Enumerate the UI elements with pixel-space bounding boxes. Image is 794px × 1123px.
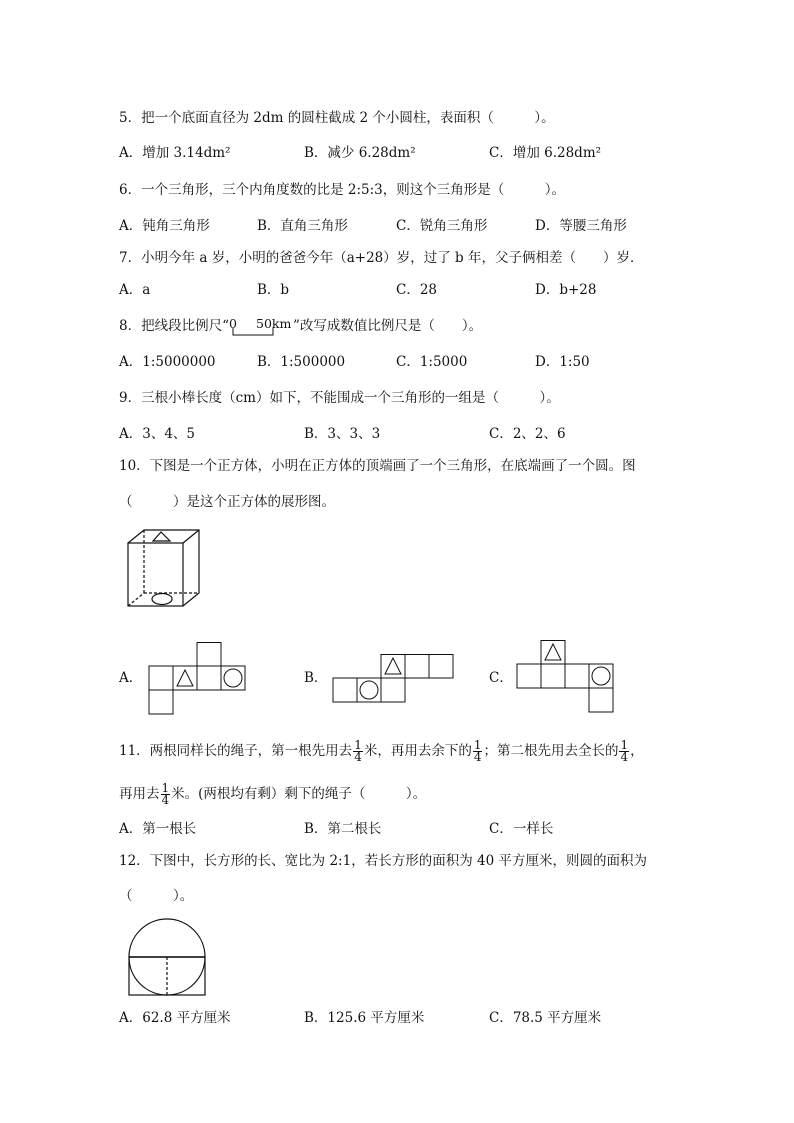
circle-rectangle-figure	[125, 918, 209, 998]
line-scale-ruler	[229, 316, 293, 336]
q7-option-a[interactable]: A．a	[119, 282, 151, 298]
frac-den: 4	[161, 793, 170, 807]
q11-text-2: 米，再用去余下的	[363, 743, 472, 759]
fraction-1-4	[619, 740, 629, 763]
cube-net-a[interactable]	[148, 642, 246, 716]
q8-option-a[interactable]: A．1:5000000	[119, 354, 216, 370]
q9-option-a[interactable]: A．3、4、5	[119, 426, 196, 442]
q6-option-b[interactable]: B．直角三角形	[257, 218, 348, 234]
q11-stem-line1	[119, 738, 644, 764]
q11-option-a[interactable]: A．第一根长	[119, 821, 197, 837]
q10-stem-line1: 10．下图是一个正方体，小明在正方体的顶端画了一个三角形，在底端画了一个圆。图	[119, 458, 636, 474]
q6-option-c[interactable]: C．锐角三角形	[396, 218, 488, 234]
q8-option-d[interactable]: D．1:50	[535, 354, 590, 370]
q6-option-a[interactable]: A．钝角三角形	[119, 218, 210, 234]
fraction-1-4	[353, 740, 363, 763]
q12-stem-line2: （ ）。	[119, 888, 194, 904]
q8-option-b[interactable]: B．1:500000	[257, 354, 346, 370]
frac-num: 1	[161, 781, 170, 795]
q9-stem: 9．三根小棒长度（cm）如下，不能围成一个三角形的一组是（ ）。	[119, 390, 560, 406]
q6-stem: 6．一个三角形，三个内角度数的比是 2:5:3，则这个三角形是（ ）。	[119, 182, 565, 198]
q9-option-b[interactable]: B．3、3、3	[304, 426, 381, 442]
cube-figure	[126, 527, 206, 611]
q6-option-d[interactable]: D．等腰三角形	[535, 218, 627, 234]
q7-stem: 7．小明今年 a 岁，小明的爸爸今年（a+28）岁，过了 b 年，父子俩相差（ ）岁．	[119, 250, 644, 266]
q8-option-c[interactable]: C．1:5000	[396, 354, 468, 370]
q11-text-6: 米。(两根均有剩）剩下的绳子（ ）。	[171, 786, 427, 802]
q11-option-c[interactable]: C．一样长	[489, 821, 554, 837]
q12-option-c[interactable]: C．78.5 平方厘米	[489, 1010, 602, 1026]
frac-num: 1	[354, 738, 362, 752]
q5-option-b[interactable]: B．减少 6.28dm²	[304, 145, 416, 161]
q7-option-d[interactable]: D．b+28	[535, 282, 597, 298]
fraction-1-4	[473, 740, 483, 763]
q10-option-b[interactable]: B．	[304, 670, 328, 686]
frac-den: 4	[620, 750, 629, 764]
cube-net-c[interactable]	[516, 640, 614, 714]
q8-stem	[119, 316, 482, 336]
q11-stem-line2	[119, 781, 426, 807]
q10-option-c[interactable]: C．	[489, 670, 513, 686]
ruler-distance-label: 50km	[256, 316, 292, 331]
q12-option-a[interactable]: A．62.8 平方厘米	[119, 1010, 231, 1026]
q12-option-b[interactable]: B．125.6 平方厘米	[304, 1010, 425, 1026]
q11-text-4: ，	[630, 743, 644, 759]
frac-den: 4	[354, 750, 362, 764]
q5-option-c[interactable]: C．增加 6.28dm²	[489, 145, 602, 161]
q7-option-b[interactable]: B．b	[257, 282, 290, 298]
frac-num: 1	[620, 738, 629, 752]
q12-stem-line1: 12．下图中，长方形的长、宽比为 2:1，若长方形的面积为 40 平方厘米，则圆的面积为	[119, 853, 647, 869]
q9-option-c[interactable]: C．2、2、6	[489, 426, 566, 442]
q10-option-a[interactable]: A．	[119, 670, 143, 686]
fraction-1-4	[161, 783, 171, 806]
q11-option-b[interactable]: B．第二根长	[304, 821, 382, 837]
q8-stem-after: ”改写成数值比例尺是（ ）。	[293, 318, 483, 334]
q11-text-1: 11．两根同样长的绳子，第一根先用去	[119, 743, 353, 759]
q11-text-3: ；第二根先用去全长的	[483, 743, 619, 759]
frac-den: 4	[473, 750, 482, 764]
cube-net-b[interactable]	[332, 654, 454, 704]
q7-option-c[interactable]: C．28	[396, 282, 438, 298]
q8-stem-before: 8．把线段比例尺“	[119, 318, 229, 334]
ruler-zero-label: 0	[229, 316, 237, 331]
q10-stem-line2: （ ）是这个正方体的展形图。	[119, 494, 335, 510]
q5-stem: 5．把一个底面直径为 2dm 的圆柱截成 2 个小圆柱，表面积（ ）。	[119, 110, 555, 126]
q11-text-5: 再用去	[119, 786, 160, 802]
frac-num: 1	[473, 738, 482, 752]
q5-option-a[interactable]: A．增加 3.14dm²	[119, 145, 231, 161]
